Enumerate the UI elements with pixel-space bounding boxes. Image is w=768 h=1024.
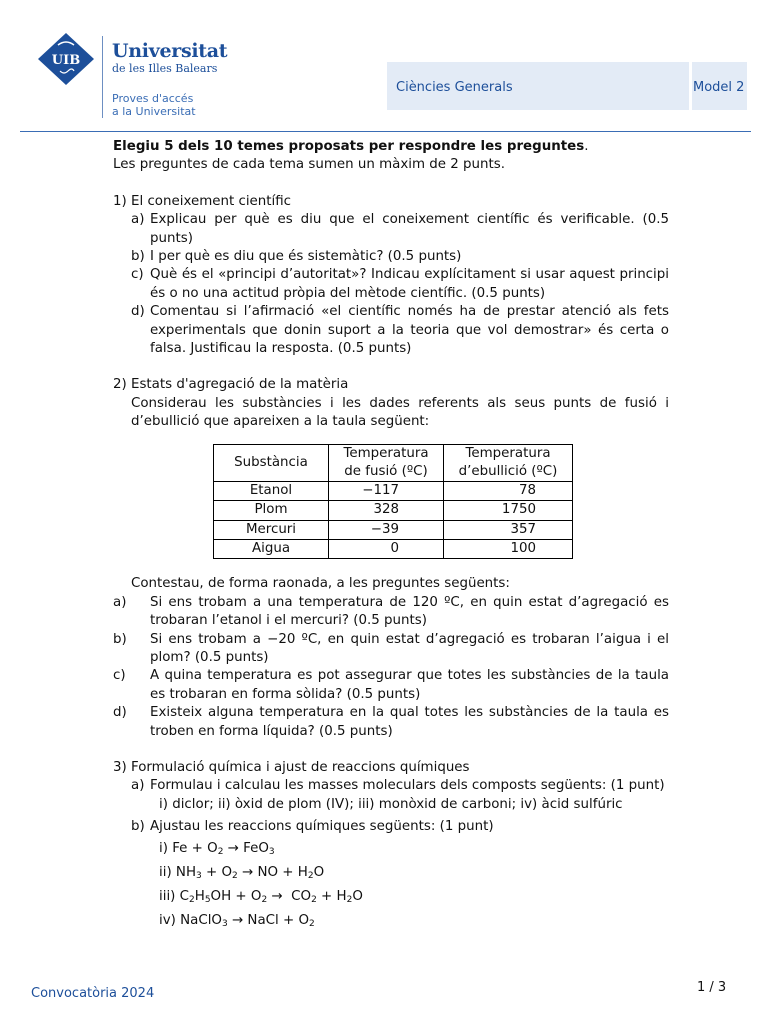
table-cell: Aigua [214,539,329,558]
table-row [214,539,573,558]
table-header: Temperatura d’ebullició (ºC) [444,444,573,481]
question-2c: c) A quina temperatura es pot assegurar que totes les substàncies de la taula es trobaran en forma sòlida? (0.5 punts) [113,668,669,702]
question-1-title: 1) El coneixement científic [113,193,292,209]
table-header-row [214,444,573,481]
temperature-table [213,444,573,560]
question-2d: d) Existeix alguna temperatura en la qual totes les substàncies de la taula es troben en forma líquida? (0.5 punts) [113,705,669,739]
table-cell: Mercuri [214,520,329,539]
question-2-prompt: Contestau, de forma raonada, a les preguntes següents: [131,576,510,592]
question-1a: a) Explicau per què es diu que el coneixement científic és verificable. (0.5 punts) [131,212,669,246]
table-header: Substància [214,444,329,481]
table-cell: 0 [329,539,444,558]
question-2-title: 2) Estats d'agregació de la matèria [113,377,349,393]
svg-text:UIB: UIB [51,53,81,68]
question-3a: a) Formulau i calculau les masses moleculars dels composts següents: (1 punt) [131,778,665,794]
exam-content [113,138,669,933]
question-2b: b) Si ens trobam a −20 ºC, en quin estat d’agregació es trobaran l’aigua i el plom? (0.5 punts) [113,631,669,665]
model-label: Model 2 [693,80,745,95]
header-rule [20,131,751,132]
section-label-line1: Proves d'accés [112,92,194,105]
question-2-intro: Considerau les substàncies i les dades referents als seus punts de fusió i d’ebullició que apareixen a la taula següent: [131,395,669,430]
table-cell: 357 [444,520,573,539]
question-1c: c) Què és el «principi d’autoritat»? Indicau explícitament si usar aquest principi és o no una actitud pròpia del mètode científic. (0.5 punts) [131,267,669,301]
table-cell: −117 [329,481,444,500]
reaction-2: ii) $NH_3 + O_2$ → NO + $H_2O$ [159,864,325,881]
uib-logo [38,33,94,85]
reaction-4: iv) NaClO$_3$ → NaCl + $O_2$ [159,912,315,929]
subject-title: Ciències Generals [396,80,513,95]
brand-subtitle: de les Illes Balears [112,62,218,75]
intro-points: Les preguntes de cada tema sumen un màxim de 2 punts. [113,157,506,173]
table-cell: Etanol [214,481,329,500]
table-cell: 328 [329,501,444,520]
table-row [214,481,573,500]
table-cell: Plom [214,501,329,520]
table-cell: 1750 [444,501,573,520]
table-row [214,501,573,520]
brand-name: Universitat [112,40,228,62]
table-header: Temperatura de fusió (ºC) [329,444,444,481]
intro-instruction: Elegiu 5 dels 10 temes proposats per respondre les preguntes. [113,139,589,154]
page-number: 1 / 3 [697,980,727,995]
question-3a-list: i) diclor; ii) òxid de plom (IV); iii) monòxid de carboni; iv) àcid sulfúric [159,796,623,812]
reaction-1: i) $Fe + O_2 \to FeO_3$ [159,840,275,857]
question-1b: b) I per què es diu que és sistemàtic? (0.5 punts) [131,249,462,265]
header-divider [102,36,103,118]
section-label-line2: a la Universitat [112,105,196,118]
table-cell: −39 [329,520,444,539]
reaction-3: iii) $C_2H_5OH + O_2 \to CO_2 + H_2O$ [159,888,363,905]
question-1d: d) Comentau si l’afirmació «el científic només ha de prestar atenció als fets experimentals que donin suport a la teoria que vol demostrar» és certa o falsa. Justificau la resposta. (0.5 punts) [131,304,669,357]
convocatoria-label: Convocatòria 2024 [31,986,155,1001]
question-3-title: 3) Formulació química i ajust de reaccions químiques [113,759,470,775]
table-row [214,520,573,539]
table-cell: 100 [444,539,573,558]
question-3b: b) Ajustau les reaccions químiques següents: (1 punt) [131,819,494,835]
table-cell: 78 [444,481,573,500]
question-2a: a) Si ens trobam a una temperatura de 120 ºC, en quin estat d’agregació es trobaran l’etanol i el mercuri? (0.5 punts) [113,594,669,629]
